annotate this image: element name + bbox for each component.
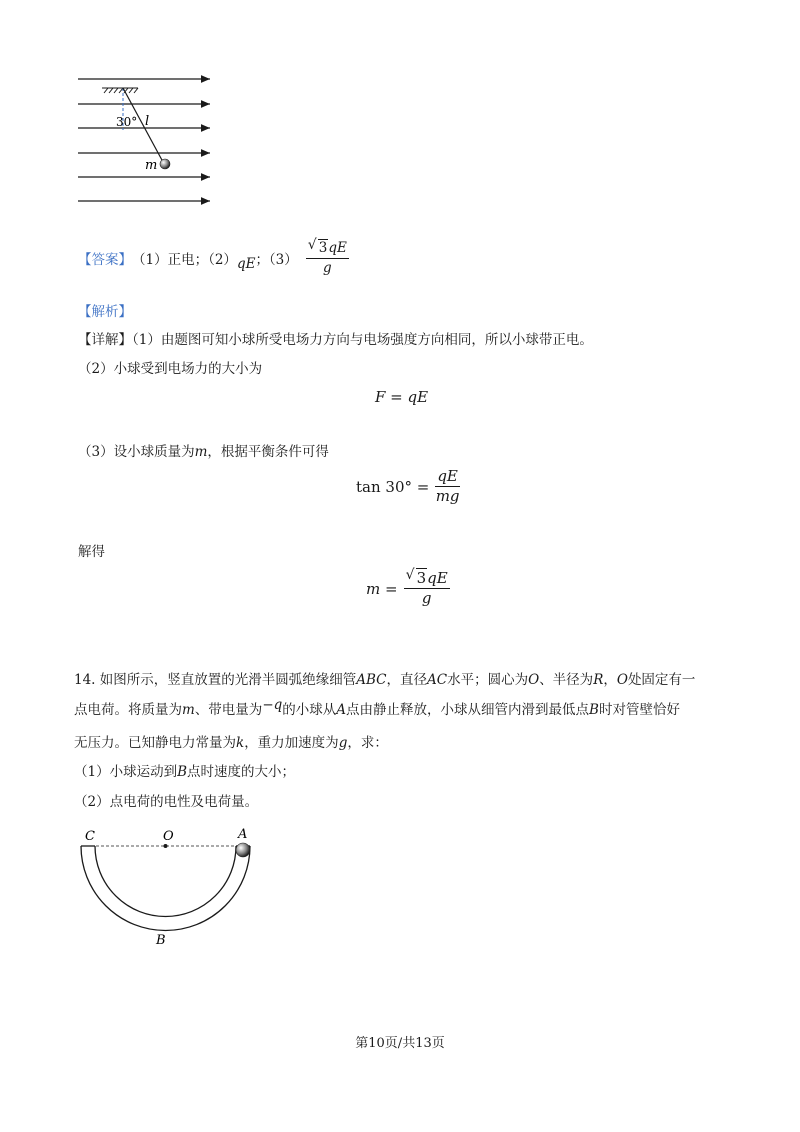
center-point — [164, 844, 168, 848]
detail-tag: 【详解】 — [78, 332, 132, 348]
eq3-left: m = — [366, 579, 398, 598]
detail-line2: （2）小球受到电场力的大小为 — [78, 361, 263, 377]
answer-den: g — [323, 259, 332, 276]
q14-text: 时对管壁恰好 — [598, 702, 680, 718]
q14-O: O — [616, 672, 628, 688]
page-footer: 第10页/共13页 — [355, 1036, 445, 1051]
q14-text: 点时速度的大小； — [187, 764, 296, 780]
q14-text: ，求： — [347, 735, 388, 751]
q14-text: 无压力。已知静电力常量为 — [74, 735, 236, 751]
eq2-den: mg — [435, 487, 460, 505]
pendulum-field-figure — [70, 70, 220, 210]
q14-text: 的小球从 — [282, 702, 337, 718]
q14-text: （1）小球运动到 — [74, 764, 178, 780]
ball — [236, 843, 250, 857]
q14-text: ， — [603, 672, 617, 688]
label-O: O — [163, 829, 174, 844]
q14-text: 点由静止释放，小球从细管内滑到最低点 — [346, 702, 590, 718]
field-lines — [78, 79, 210, 201]
q14-text: 处固定有一 — [627, 672, 696, 688]
q14-line3 — [74, 733, 388, 753]
q14-text: 点电荷。将质量为 — [74, 702, 182, 718]
detail-line3 — [78, 442, 329, 462]
q14-A: A — [336, 702, 347, 718]
q14-AC: AC — [427, 672, 448, 688]
ball — [160, 159, 170, 169]
q14-text: 14. 如图所示，竖直放置的光滑半圆弧绝缘细管 — [74, 672, 357, 688]
eq3-num-rest: qE — [427, 569, 448, 587]
q14-text: ，直径 — [386, 672, 428, 688]
q14-text: 、带电量为 — [194, 702, 263, 718]
q14-line1 — [74, 670, 695, 690]
answer-num-rest: qE — [328, 239, 347, 256]
equation-tan — [356, 468, 460, 505]
eq2-num: qE — [437, 467, 458, 485]
tube-outer — [81, 846, 250, 931]
q14-O: O — [528, 672, 540, 688]
detail-line3a: （3）设小球质量为 — [78, 444, 195, 460]
q14-m: m — [182, 702, 195, 718]
q14-k: k — [236, 735, 245, 751]
q14-sub1 — [74, 762, 295, 782]
detail-line1 — [78, 330, 593, 350]
q14-text: ，重力加速度为 — [244, 735, 339, 751]
solve-label: 解得 — [78, 544, 105, 560]
q14-g: g — [338, 735, 348, 751]
q14-B: B — [177, 764, 188, 780]
eq2-fraction — [435, 468, 460, 505]
answer-part1: （1）正电；（2） — [132, 252, 237, 268]
label-B: B — [156, 933, 166, 948]
semicircle-tube-figure — [70, 822, 265, 952]
eq3-fraction: √ 3qE g — [405, 567, 448, 607]
tube-inner — [95, 846, 236, 917]
q14-R: R — [593, 672, 604, 688]
length-label: l — [145, 114, 150, 129]
detail-line1-text: （1）由题图可知小球所受电场力方向与电场强度方向相同，所以小球带正电。 — [132, 332, 593, 348]
ceiling-hatch — [102, 88, 138, 93]
label-A: A — [238, 827, 248, 842]
label-C: C — [85, 829, 95, 844]
angle-label: 30° — [116, 115, 138, 129]
eq3-den: g — [421, 589, 432, 607]
q14-B: B — [589, 702, 599, 718]
detail-line3b: ，根据平衡条件可得 — [207, 444, 329, 460]
equation-mass — [366, 567, 450, 607]
analysis-tag: 【解析】 — [78, 304, 132, 320]
q14-negq: −q — [262, 697, 283, 713]
q14-text: 、半径为 — [539, 672, 594, 688]
answer-sep: ；（3） — [255, 252, 298, 268]
mass-label: m — [145, 158, 158, 173]
q14-ABC: ABC — [356, 672, 387, 688]
answer-line — [78, 236, 349, 280]
q14-text: 水平；圆心为 — [447, 672, 529, 688]
q14-line2 — [74, 697, 680, 720]
eq2-left: tan 30° = — [356, 477, 430, 496]
detail-line3-m: m — [194, 444, 208, 460]
answer-fraction: √ 3qE g — [307, 236, 347, 276]
q14-sub2: （2）点电荷的电性及电荷量。 — [74, 794, 259, 810]
equation-force: F = qE — [375, 388, 429, 406]
answer-qE: qE — [236, 256, 256, 272]
eq3-sqrt-arg: 3 — [416, 569, 427, 587]
answer-tag: 【答案】 — [78, 252, 132, 268]
answer-sqrt-arg: 3 — [318, 239, 328, 256]
